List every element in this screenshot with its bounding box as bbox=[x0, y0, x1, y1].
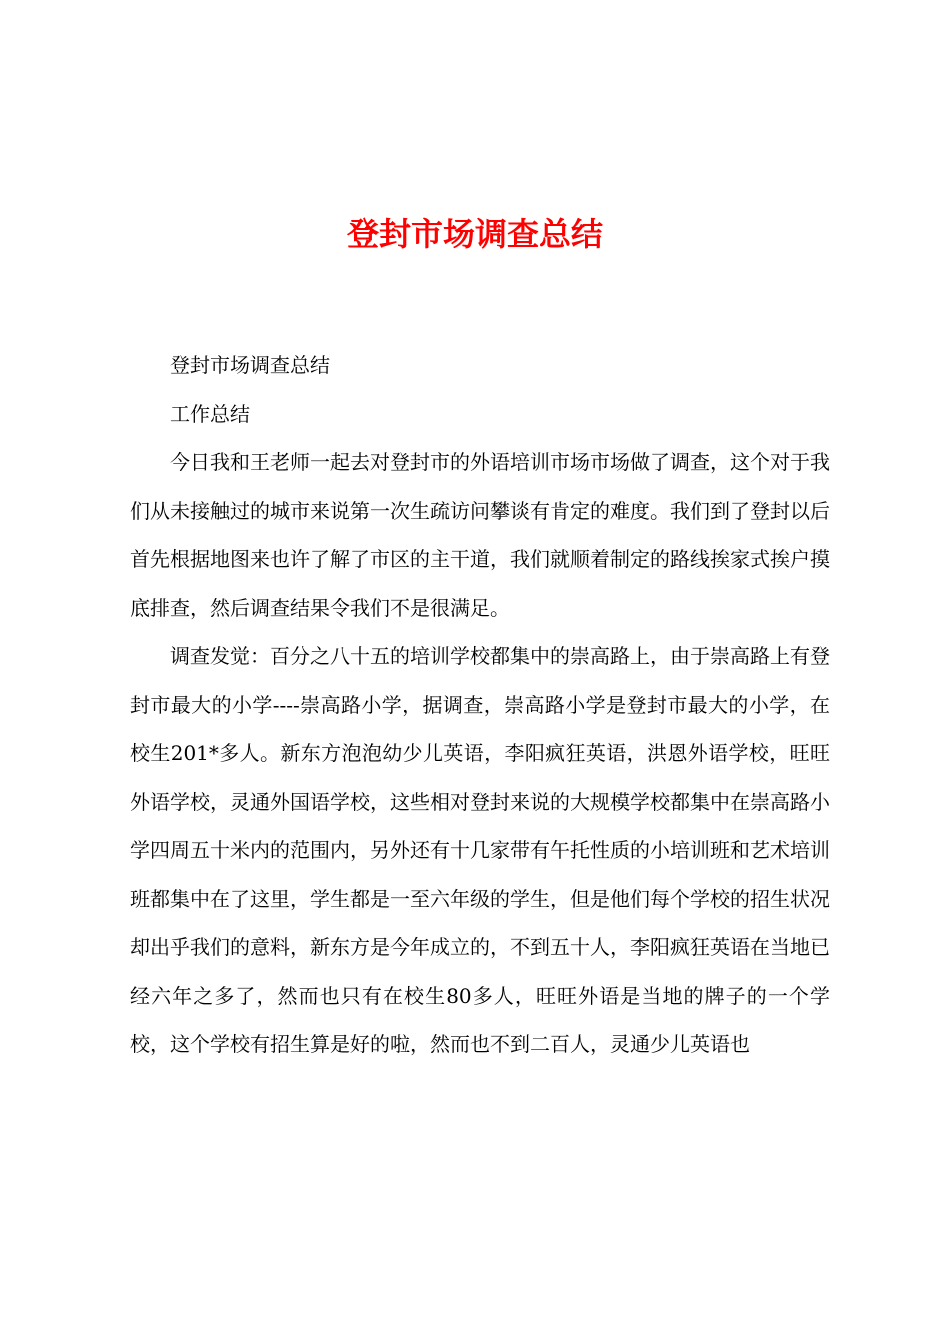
paragraph-heading: 登封市场调查总结 bbox=[170, 353, 330, 377]
paragraph-findings: 调查发觉：百分之八十五的培训学校都集中的崇高路上，由于崇高路上有登封市最大的小学----崇高路小学，据调查，崇高路小学是登封市最大的小学，在校生201*多人。新东方泡泡幼少儿英语，李阳疯狂英语，洪恩外语学校，旺旺外语学校，灵通外国语学校，这些相对登封来说的大规模学校都集中在崇高路小学四周五十米内的范围内，另外还有十几家带有午托性质的小培训班和艺术培训班都集中在了这里，学生都是一至六年级的学生，但是他们每个学校的招生状况却出乎我们的意料，新东方是今年成立的，不到五十人，李阳疯狂英语在当地已经六年之多了，然而也只有在校生80多人，旺旺外语是当地的牌子的一个学校，这个学校有招生算是好的啦，然而也不到二百人，灵通少儿英语也 bbox=[130, 644, 830, 1056]
paragraph-intro: 今日我和王老师一起去对登封市的外语培训市场市场做了调查，这个对于我们从未接触过的城市来说第一次生疏访问攀谈有肯定的难度。我们到了登封以后首先根据地图来也许了解了市区的主干道，我们就顺着制定的路线挨家式挨户摸底排查，然后调查结果令我们不是很满足。 bbox=[130, 450, 830, 620]
document-body bbox=[130, 341, 830, 1069]
document-title: 登封市场调查总结 bbox=[346, 215, 603, 253]
paragraph-subheading: 工作总结 bbox=[170, 401, 250, 426]
